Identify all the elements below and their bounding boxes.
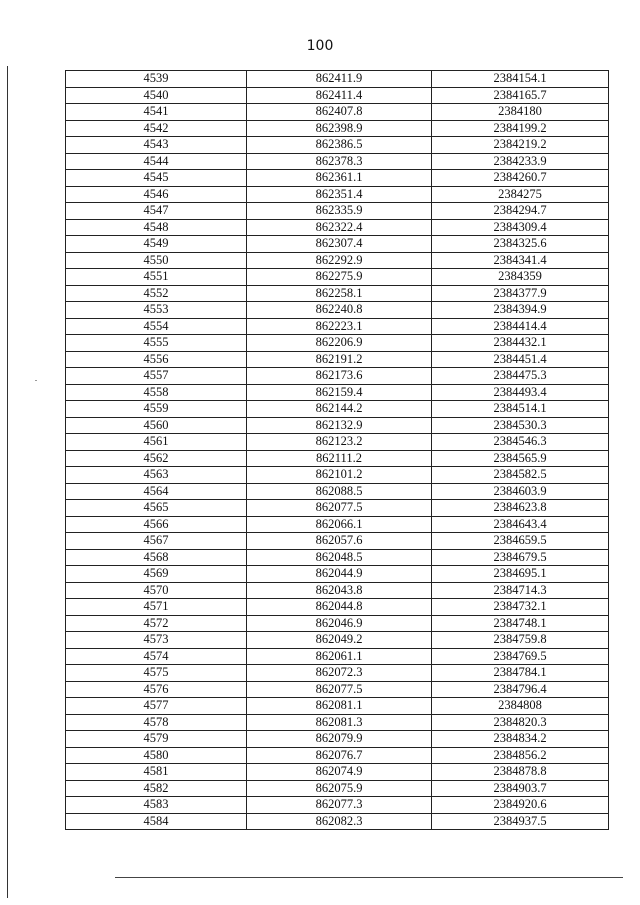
y-coordinate-cell: 2384769.5 <box>432 648 609 665</box>
point-number-cell: 4544 <box>66 153 247 170</box>
page-number: 100 <box>306 38 334 54</box>
x-coordinate-cell: 862275.9 <box>247 269 432 286</box>
table-row <box>66 203 609 220</box>
y-coordinate-cell: 2384679.5 <box>432 549 609 566</box>
table-row <box>66 137 609 154</box>
table-row <box>66 665 609 682</box>
point-number-cell: 4542 <box>66 120 247 137</box>
x-coordinate-cell: 862411.9 <box>247 71 432 88</box>
point-number-cell: 4551 <box>66 269 247 286</box>
table-row <box>66 714 609 731</box>
table-row <box>66 401 609 418</box>
table-row <box>66 813 609 830</box>
table-row <box>66 236 609 253</box>
point-number-cell: 4578 <box>66 714 247 731</box>
x-coordinate-cell: 862077.5 <box>247 681 432 698</box>
point-number-cell: 4547 <box>66 203 247 220</box>
x-coordinate-cell: 862386.5 <box>247 137 432 154</box>
point-number-cell: 4556 <box>66 351 247 368</box>
table-row <box>66 450 609 467</box>
y-coordinate-cell: 2384432.1 <box>432 335 609 352</box>
x-coordinate-cell: 862081.1 <box>247 698 432 715</box>
table-row <box>66 252 609 269</box>
table-row <box>66 632 609 649</box>
table-row <box>66 434 609 451</box>
x-coordinate-cell: 862101.2 <box>247 467 432 484</box>
y-coordinate-cell: 2384834.2 <box>432 731 609 748</box>
point-number-cell: 4558 <box>66 384 247 401</box>
table-row <box>66 516 609 533</box>
table-row <box>66 384 609 401</box>
y-coordinate-cell: 2384565.9 <box>432 450 609 467</box>
x-coordinate-cell: 862074.9 <box>247 764 432 781</box>
x-coordinate-cell: 862043.8 <box>247 582 432 599</box>
point-number-cell: 4582 <box>66 780 247 797</box>
y-coordinate-cell: 2384154.1 <box>432 71 609 88</box>
x-coordinate-cell: 862258.1 <box>247 285 432 302</box>
y-coordinate-cell: 2384530.3 <box>432 417 609 434</box>
x-coordinate-cell: 862048.5 <box>247 549 432 566</box>
table-row <box>66 549 609 566</box>
x-coordinate-cell: 862411.4 <box>247 87 432 104</box>
table-row <box>66 104 609 121</box>
point-number-cell: 4581 <box>66 764 247 781</box>
y-coordinate-cell: 2384325.6 <box>432 236 609 253</box>
y-coordinate-cell: 2384623.8 <box>432 500 609 517</box>
point-number-cell: 4553 <box>66 302 247 319</box>
point-number-cell: 4554 <box>66 318 247 335</box>
point-number-cell: 4575 <box>66 665 247 682</box>
y-coordinate-cell: 2384820.3 <box>432 714 609 731</box>
point-number-cell: 4540 <box>66 87 247 104</box>
table-row <box>66 698 609 715</box>
point-number-cell: 4577 <box>66 698 247 715</box>
y-coordinate-cell: 2384165.7 <box>432 87 609 104</box>
x-coordinate-cell: 862066.1 <box>247 516 432 533</box>
point-number-cell: 4584 <box>66 813 247 830</box>
x-coordinate-cell: 862079.9 <box>247 731 432 748</box>
y-coordinate-cell: 2384903.7 <box>432 780 609 797</box>
x-coordinate-cell: 862351.4 <box>247 186 432 203</box>
y-coordinate-cell: 2384359 <box>432 269 609 286</box>
y-coordinate-cell: 2384294.7 <box>432 203 609 220</box>
x-coordinate-cell: 862123.2 <box>247 434 432 451</box>
x-coordinate-cell: 862072.3 <box>247 665 432 682</box>
scan-speck <box>35 380 37 381</box>
y-coordinate-cell: 2384695.1 <box>432 566 609 583</box>
point-number-cell: 4562 <box>66 450 247 467</box>
point-number-cell: 4549 <box>66 236 247 253</box>
point-number-cell: 4567 <box>66 533 247 550</box>
point-number-cell: 4576 <box>66 681 247 698</box>
x-coordinate-cell: 862111.2 <box>247 450 432 467</box>
x-coordinate-cell: 862132.9 <box>247 417 432 434</box>
table-row <box>66 219 609 236</box>
point-number-cell: 4568 <box>66 549 247 566</box>
table-row <box>66 533 609 550</box>
point-number-cell: 4583 <box>66 797 247 814</box>
y-coordinate-cell: 2384748.1 <box>432 615 609 632</box>
x-coordinate-cell: 862378.3 <box>247 153 432 170</box>
y-coordinate-cell: 2384309.4 <box>432 219 609 236</box>
y-coordinate-cell: 2384808 <box>432 698 609 715</box>
x-coordinate-cell: 862076.7 <box>247 747 432 764</box>
x-coordinate-cell: 862061.1 <box>247 648 432 665</box>
x-coordinate-cell: 862398.9 <box>247 120 432 137</box>
point-number-cell: 4550 <box>66 252 247 269</box>
x-coordinate-cell: 862081.3 <box>247 714 432 731</box>
page-left-border <box>7 66 8 898</box>
table-row <box>66 764 609 781</box>
table-row <box>66 335 609 352</box>
x-coordinate-cell: 862044.8 <box>247 599 432 616</box>
x-coordinate-cell: 862044.9 <box>247 566 432 583</box>
coordinates-table <box>65 70 609 830</box>
y-coordinate-cell: 2384714.3 <box>432 582 609 599</box>
x-coordinate-cell: 862206.9 <box>247 335 432 352</box>
point-number-cell: 4569 <box>66 566 247 583</box>
point-number-cell: 4560 <box>66 417 247 434</box>
y-coordinate-cell: 2384180 <box>432 104 609 121</box>
x-coordinate-cell: 862082.3 <box>247 813 432 830</box>
table-row <box>66 120 609 137</box>
coordinates-table-body <box>66 71 609 830</box>
table-row <box>66 582 609 599</box>
table-row <box>66 269 609 286</box>
x-coordinate-cell: 862307.4 <box>247 236 432 253</box>
y-coordinate-cell: 2384493.4 <box>432 384 609 401</box>
y-coordinate-cell: 2384659.5 <box>432 533 609 550</box>
table-row <box>66 368 609 385</box>
point-number-cell: 4570 <box>66 582 247 599</box>
table-row <box>66 351 609 368</box>
y-coordinate-cell: 2384582.5 <box>432 467 609 484</box>
x-coordinate-cell: 862240.8 <box>247 302 432 319</box>
table-row <box>66 780 609 797</box>
table-row <box>66 681 609 698</box>
y-coordinate-cell: 2384275 <box>432 186 609 203</box>
y-coordinate-cell: 2384878.8 <box>432 764 609 781</box>
x-coordinate-cell: 862075.9 <box>247 780 432 797</box>
point-number-cell: 4572 <box>66 615 247 632</box>
table-row <box>66 615 609 632</box>
point-number-cell: 4564 <box>66 483 247 500</box>
page-bottom-border <box>115 877 623 878</box>
table-row <box>66 87 609 104</box>
x-coordinate-cell: 862361.1 <box>247 170 432 187</box>
x-coordinate-cell: 862292.9 <box>247 252 432 269</box>
table-row <box>66 483 609 500</box>
y-coordinate-cell: 2384937.5 <box>432 813 609 830</box>
y-coordinate-cell: 2384546.3 <box>432 434 609 451</box>
x-coordinate-cell: 862407.8 <box>247 104 432 121</box>
table-row <box>66 731 609 748</box>
x-coordinate-cell: 862322.4 <box>247 219 432 236</box>
y-coordinate-cell: 2384394.9 <box>432 302 609 319</box>
y-coordinate-cell: 2384759.8 <box>432 632 609 649</box>
y-coordinate-cell: 2384784.1 <box>432 665 609 682</box>
y-coordinate-cell: 2384603.9 <box>432 483 609 500</box>
table-row <box>66 747 609 764</box>
x-coordinate-cell: 862335.9 <box>247 203 432 220</box>
y-coordinate-cell: 2384856.2 <box>432 747 609 764</box>
point-number-cell: 4566 <box>66 516 247 533</box>
table-row <box>66 566 609 583</box>
table-row <box>66 467 609 484</box>
y-coordinate-cell: 2384732.1 <box>432 599 609 616</box>
x-coordinate-cell: 862077.3 <box>247 797 432 814</box>
point-number-cell: 4539 <box>66 71 247 88</box>
x-coordinate-cell: 862088.5 <box>247 483 432 500</box>
point-number-cell: 4580 <box>66 747 247 764</box>
x-coordinate-cell: 862223.1 <box>247 318 432 335</box>
x-coordinate-cell: 862057.6 <box>247 533 432 550</box>
table-row <box>66 302 609 319</box>
y-coordinate-cell: 2384514.1 <box>432 401 609 418</box>
table-row <box>66 186 609 203</box>
point-number-cell: 4555 <box>66 335 247 352</box>
point-number-cell: 4543 <box>66 137 247 154</box>
table-row <box>66 170 609 187</box>
point-number-cell: 4548 <box>66 219 247 236</box>
x-coordinate-cell: 862144.2 <box>247 401 432 418</box>
y-coordinate-cell: 2384233.9 <box>432 153 609 170</box>
point-number-cell: 4541 <box>66 104 247 121</box>
table-row <box>66 417 609 434</box>
y-coordinate-cell: 2384475.3 <box>432 368 609 385</box>
point-number-cell: 4552 <box>66 285 247 302</box>
y-coordinate-cell: 2384920.6 <box>432 797 609 814</box>
y-coordinate-cell: 2384219.2 <box>432 137 609 154</box>
y-coordinate-cell: 2384414.4 <box>432 318 609 335</box>
table-row <box>66 648 609 665</box>
table-row <box>66 71 609 88</box>
y-coordinate-cell: 2384199.2 <box>432 120 609 137</box>
x-coordinate-cell: 862191.2 <box>247 351 432 368</box>
table-row <box>66 797 609 814</box>
x-coordinate-cell: 862077.5 <box>247 500 432 517</box>
point-number-cell: 4545 <box>66 170 247 187</box>
y-coordinate-cell: 2384260.7 <box>432 170 609 187</box>
point-number-cell: 4546 <box>66 186 247 203</box>
y-coordinate-cell: 2384796.4 <box>432 681 609 698</box>
y-coordinate-cell: 2384451.4 <box>432 351 609 368</box>
point-number-cell: 4557 <box>66 368 247 385</box>
point-number-cell: 4573 <box>66 632 247 649</box>
x-coordinate-cell: 862049.2 <box>247 632 432 649</box>
x-coordinate-cell: 862159.4 <box>247 384 432 401</box>
table-row <box>66 285 609 302</box>
point-number-cell: 4559 <box>66 401 247 418</box>
y-coordinate-cell: 2384643.4 <box>432 516 609 533</box>
table-row <box>66 599 609 616</box>
point-number-cell: 4574 <box>66 648 247 665</box>
point-number-cell: 4565 <box>66 500 247 517</box>
table-row <box>66 318 609 335</box>
x-coordinate-cell: 862046.9 <box>247 615 432 632</box>
point-number-cell: 4561 <box>66 434 247 451</box>
point-number-cell: 4571 <box>66 599 247 616</box>
point-number-cell: 4579 <box>66 731 247 748</box>
point-number-cell: 4563 <box>66 467 247 484</box>
x-coordinate-cell: 862173.6 <box>247 368 432 385</box>
table-row <box>66 500 609 517</box>
y-coordinate-cell: 2384341.4 <box>432 252 609 269</box>
table-row <box>66 153 609 170</box>
y-coordinate-cell: 2384377.9 <box>432 285 609 302</box>
